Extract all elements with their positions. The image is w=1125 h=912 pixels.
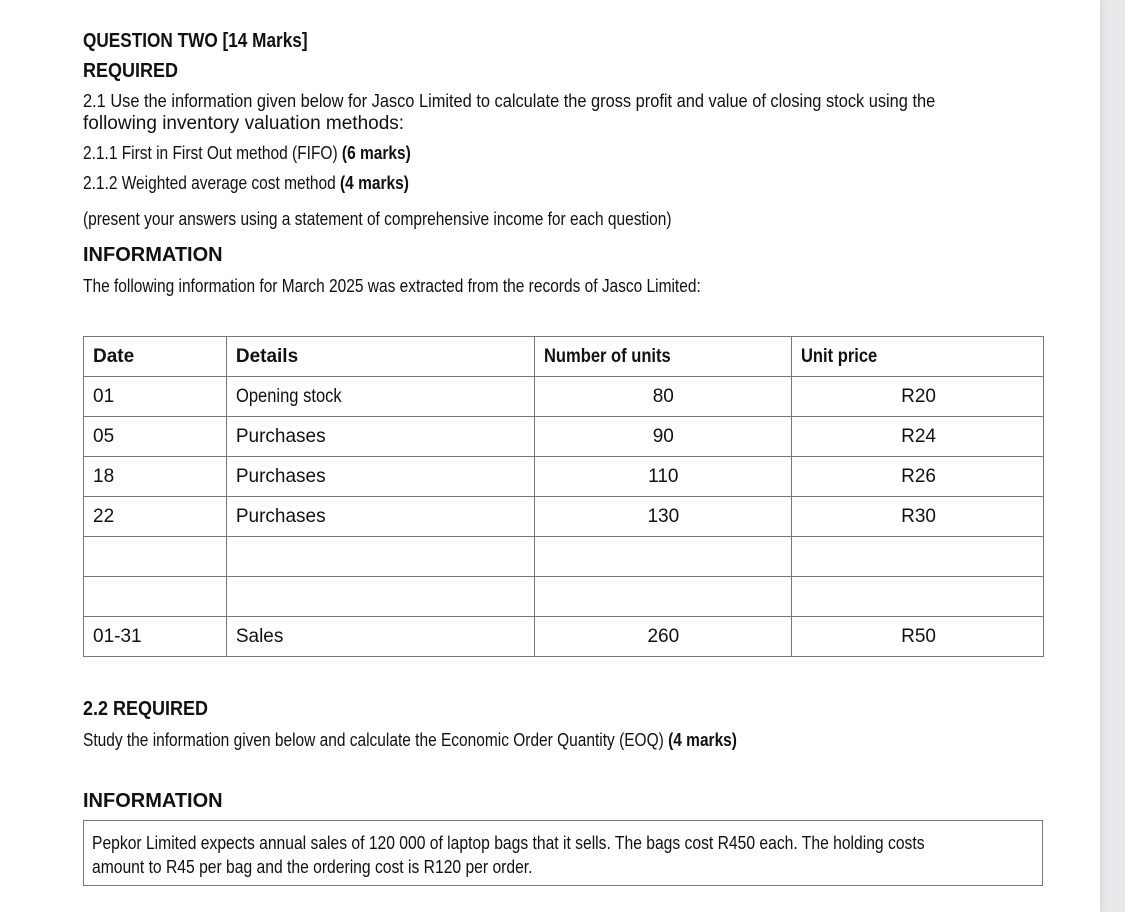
cell-units: 90 [535,417,792,457]
cell-unit-price [792,577,1044,617]
cell-details [226,377,535,417]
cell-details [226,537,535,577]
header-unit-price-label: Unit price [801,345,878,367]
question-2-1-1-text: 2.1.1 First in First Out method (FIFO) [83,143,338,163]
cell-units: 110 [535,457,792,497]
question-2-1-1-marks: (6 marks) [341,143,411,163]
cell-units [535,537,792,577]
inventory-table [83,336,1044,657]
question-2-1-1 [83,143,411,164]
pepkor-info-line-1: Pepkor Limited expects annual sales of 120 000 of laptop bags that it sells. The bags cost R450 each. The holding costs [92,833,925,853]
cell-units: 130 [535,497,792,537]
header-number-of-units [535,337,792,377]
table-row-empty [84,537,1044,577]
required-heading: REQUIRED [83,60,179,82]
table-row-empty [84,577,1044,617]
cell-unit-price: R26 [792,457,1044,497]
cell-unit-price: R20 [792,377,1044,417]
cell-details: Purchases [226,497,535,537]
table-row [84,457,1044,497]
question-title: QUESTION TWO [14 Marks] [83,30,308,52]
question-2-1-line-1: 2.1 Use the information given below for Jasco Limited to calculate the gross profit and value of closing stock using the [83,91,936,111]
table-row [84,497,1044,537]
cell-details: Sales [226,617,535,657]
header-date: Date [84,337,227,377]
cell-date: 22 [84,497,227,537]
question-2-1-2 [83,173,409,194]
pepkor-info-line-2: amount to R45 per bag and the ordering cost is R120 per order. [92,857,533,877]
information-heading-2: INFORMATION [83,790,223,812]
cell-details: Purchases [226,417,535,457]
information-intro: The following information for March 2025 was extracted from the records of Jasco Limited: [83,276,701,296]
header-details: Details [226,337,535,377]
question-2-1-2-marks: (4 marks) [340,173,409,193]
question-2-1-line-2: following inventory valuation methods: [83,113,405,134]
information-heading: INFORMATION [83,244,223,266]
table-row [84,617,1044,657]
cell-date: 01-31 [84,617,227,657]
table-row [84,417,1044,457]
cell-date [84,577,227,617]
cell-date: 05 [84,417,227,457]
eoq-instruction-text: Study the information given below and calculate the Economic Order Quantity (EOQ) [83,730,664,750]
cell-date: 01 [84,377,227,417]
eoq-instruction-marks: (4 marks) [668,730,737,750]
cell-unit-price [792,537,1044,577]
cell-details [226,577,535,617]
cell-date [84,537,227,577]
cell-details: Purchases [226,457,535,497]
cell-date: 18 [84,457,227,497]
answer-note: (present your answers using a statement of comprehensive income for each question) [83,209,672,229]
pepkor-information-box [83,820,1043,886]
question-2-1-2-text: 2.1.2 Weighted average cost method [83,173,336,193]
table-header-row [84,337,1044,377]
header-unit-price [792,337,1044,377]
cell-details-text: Opening stock [235,385,342,407]
header-number-of-units-label: Number of units [544,345,672,367]
required-2-2-heading: 2.2 REQUIRED [83,698,209,720]
cell-unit-price: R30 [792,497,1044,537]
cell-units [535,577,792,617]
eoq-instruction [83,730,737,751]
cell-units: 260 [535,617,792,657]
cell-unit-price: R50 [792,617,1044,657]
table-row [84,377,1044,417]
cell-unit-price: R24 [792,417,1044,457]
cell-units: 80 [535,377,792,417]
